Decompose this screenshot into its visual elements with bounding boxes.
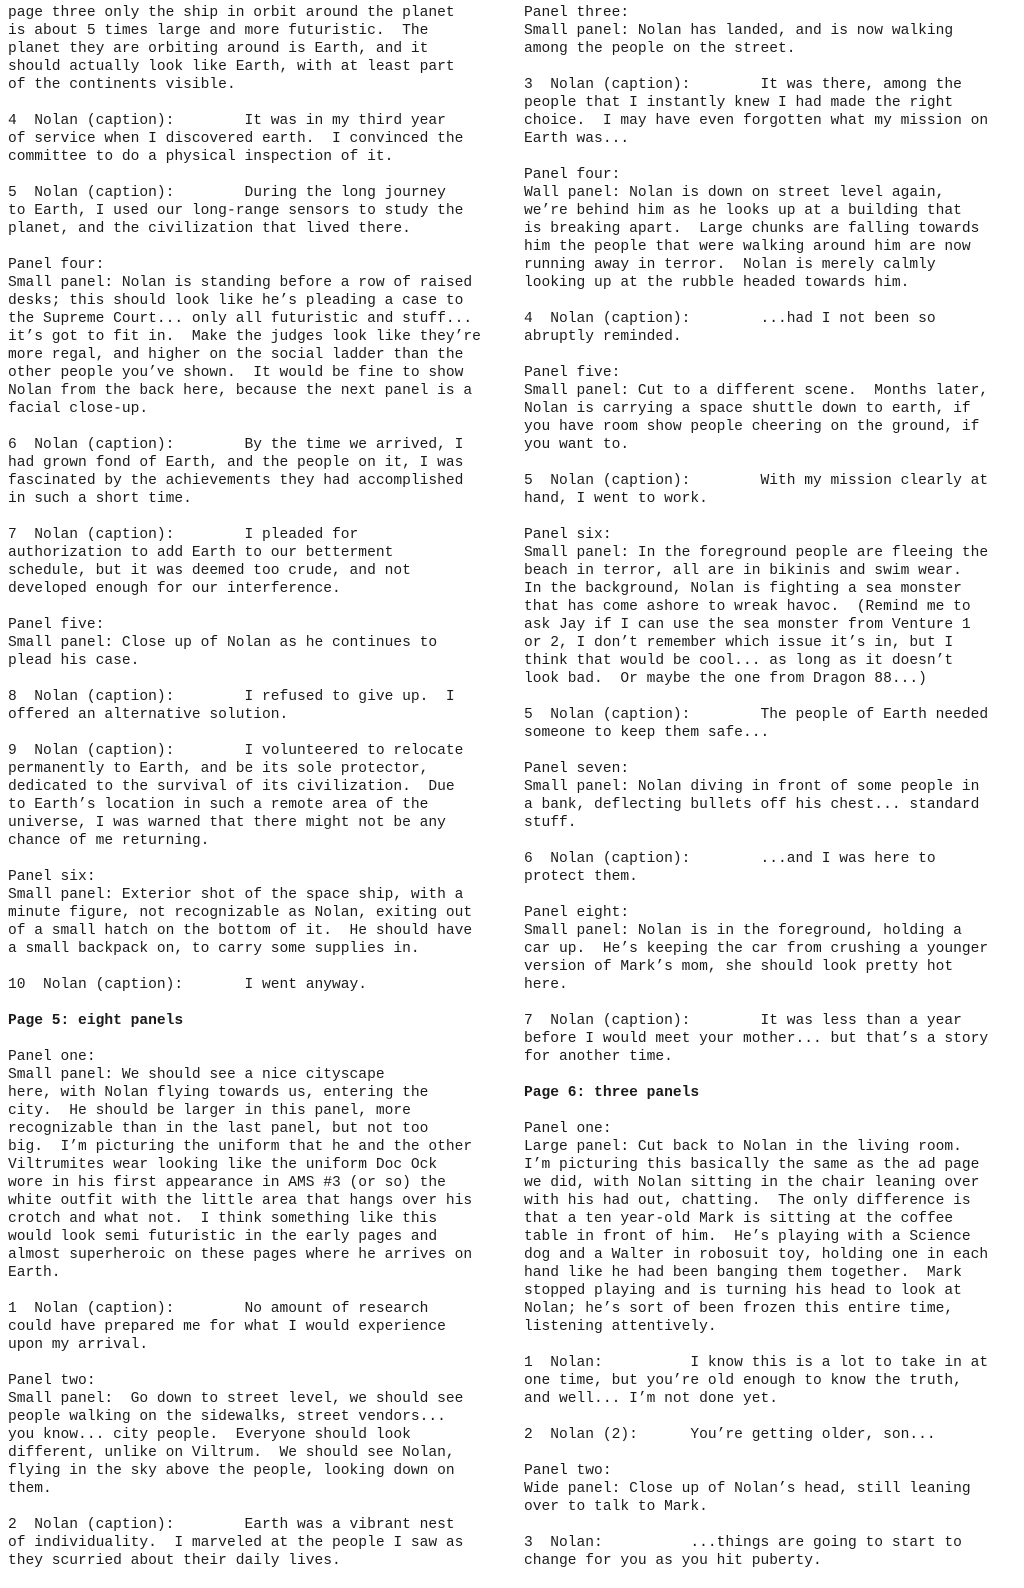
text-line: Small panel: Cut to a different scene. Months later, xyxy=(524,383,989,399)
text-line: I’m picturing this basically the same as the ad page xyxy=(524,1157,980,1173)
text-line: Wide panel: Close up of Nolan’s head, still leaning xyxy=(524,1481,971,1497)
text-line: one time, but you’re old enough to know the truth, xyxy=(524,1373,962,1389)
text-line: Small panel: Exterior shot of the space ship, with a xyxy=(8,887,464,903)
text-line: Small panel: Nolan has landed, and is now walking xyxy=(524,23,954,39)
caption-dialogue xyxy=(8,112,504,166)
panel-description-panel-five xyxy=(524,364,1016,454)
text-line: 4 Nolan (caption): It was in my third year xyxy=(8,113,446,129)
script-paragraph xyxy=(8,4,504,94)
text-line: Panel four: xyxy=(8,257,105,273)
text-line: In the background, Nolan is fighting a sea monster xyxy=(524,581,962,597)
text-line: 5 Nolan (caption): With my mission clearly at xyxy=(524,473,989,489)
panel-description-panel-six xyxy=(524,526,1016,688)
text-line: ask Jay if I can use the sea monster from Venture 1 xyxy=(524,617,971,633)
text-line: beach in terror, all are in bikinis and swim wear. xyxy=(524,563,962,579)
text-line: Small panel: Nolan diving in front of some people in xyxy=(524,779,980,795)
text-line: upon my arrival. xyxy=(8,1337,149,1353)
text-line: 3 Nolan: ...things are going to start to xyxy=(524,1535,962,1551)
panel-description-panel-seven xyxy=(524,760,1016,832)
text-line: Small panel: We should see a nice cityscape xyxy=(8,1067,385,1083)
text-line: desks; this should look like he’s pleading a case to xyxy=(8,293,464,309)
text-line: wore in his first appearance in AMS #3 (or so) the xyxy=(8,1175,446,1191)
text-line: before I would meet your mother... but that’s a story xyxy=(524,1031,989,1047)
text-line: 9 Nolan (caption): I volunteered to relocate xyxy=(8,743,464,759)
text-line: is breaking apart. Large chunks are falling towards xyxy=(524,221,980,237)
text-line: to Earth’s location in such a remote area of the xyxy=(8,797,429,813)
text-line: with his had out, chatting. The only difference is xyxy=(524,1193,971,1209)
panel-description-panel-two xyxy=(8,1372,504,1498)
panel-description-panel-one xyxy=(8,1048,504,1282)
text-line: for another time. xyxy=(524,1049,673,1065)
text-line: 6 Nolan (caption): ...and I was here to xyxy=(524,851,936,867)
text-line: of service when I discovered earth. I convinced the xyxy=(8,131,464,147)
text-line: to Earth, I used our long-range sensors to study the xyxy=(8,203,464,219)
text-line: 7 Nolan (caption): It was less than a year xyxy=(524,1013,962,1029)
caption-dialogue xyxy=(8,436,504,508)
text-line: that a ten year-old Mark is sitting at the coffee xyxy=(524,1211,954,1227)
panel-description-panel-eight xyxy=(524,904,1016,994)
text-line: Earth. xyxy=(8,1265,61,1281)
panel-description-panel-two xyxy=(524,1462,1016,1516)
text-line: people that I instantly knew I had made the right xyxy=(524,95,954,111)
text-line: Small panel: Nolan is in the foreground, holding a xyxy=(524,923,962,939)
text-line: committee to do a physical inspection of it. xyxy=(8,149,394,165)
text-line: someone to keep them safe... xyxy=(524,725,770,741)
caption-dialogue xyxy=(524,472,1016,508)
text-line: Panel five: xyxy=(8,617,105,633)
text-line: version of Mark’s mom, she should look pretty hot xyxy=(524,959,954,975)
text-line: permanently to Earth, and be its sole protector, xyxy=(8,761,429,777)
caption-dialogue xyxy=(8,1516,504,1570)
text-line: Panel two: xyxy=(8,1373,96,1389)
text-line: protect them. xyxy=(524,869,638,885)
text-line: here, with Nolan flying towards us, entering the xyxy=(8,1085,429,1101)
text-line: could have prepared me for what I would experience xyxy=(8,1319,446,1335)
text-line: Panel four: xyxy=(524,167,621,183)
text-line: here. xyxy=(524,977,568,993)
text-line: 8 Nolan (caption): I refused to give up. I xyxy=(8,689,455,705)
text-line: offered an alternative solution. xyxy=(8,707,289,723)
text-line: 6 Nolan (caption): By the time we arrived, I xyxy=(8,437,464,453)
text-line: chance of me returning. xyxy=(8,833,210,849)
text-line: and well... I’m not done yet. xyxy=(524,1391,778,1407)
caption-dialogue xyxy=(8,526,504,598)
text-line: him the people that were walking around him are now xyxy=(524,239,971,255)
text-line: 1 Nolan: I know this is a lot to take in at xyxy=(524,1355,989,1371)
text-line: 5 Nolan (caption): During the long journey xyxy=(8,185,446,201)
caption-dialogue xyxy=(8,742,504,850)
caption-dialogue xyxy=(524,310,1016,346)
text-line: a bank, deflecting bullets off his chest... standard xyxy=(524,797,980,813)
text-line: dog and a Walter in robosuit toy, holding one in each xyxy=(524,1247,989,1263)
text-line: choice. I may have even forgotten what my mission on xyxy=(524,113,989,129)
text-line: universe, I was warned that there might not be any xyxy=(8,815,446,831)
text-line: people walking on the sidewalks, street vendors... xyxy=(8,1409,446,1425)
caption-dialogue xyxy=(524,706,1016,742)
text-line: of individuality. I marveled at the people I saw as xyxy=(8,1535,464,1551)
panel-description-panel-four xyxy=(524,166,1016,292)
text-line: Panel one: xyxy=(524,1121,612,1137)
text-line: a small backpack on, to carry some supplies in. xyxy=(8,941,420,957)
text-line: hand, I went to work. xyxy=(524,491,708,507)
text-line: Viltrumites wear looking like the uniform Doc Ock xyxy=(8,1157,438,1173)
text-line: you have room show people cheering on the ground, if xyxy=(524,419,980,435)
text-line: Small panel: Go down to street level, we should see xyxy=(8,1391,464,1407)
text-line: looking up at the rubble headed towards him. xyxy=(524,275,910,291)
text-line: of the continents visible. xyxy=(8,77,236,93)
text-line: other people you’ve shown. It would be fine to show xyxy=(8,365,464,381)
panel-description-panel-three xyxy=(524,4,1016,58)
text-line: Panel six: xyxy=(8,869,96,885)
panel-description-panel-four xyxy=(8,256,504,418)
caption-dialogue xyxy=(8,184,504,238)
text-line: 1 Nolan (caption): No amount of research xyxy=(8,1301,429,1317)
text-line: Nolan from the back here, because the next panel is a xyxy=(8,383,473,399)
text-line: Large panel: Cut back to Nolan in the living room. xyxy=(524,1139,962,1155)
text-line: 3 Nolan (caption): It was there, among the xyxy=(524,77,962,93)
text-line: would look semi futuristic in the early pages and xyxy=(8,1229,438,1245)
text-line: different, unlike on Viltrum. We should see Nolan, xyxy=(8,1445,455,1461)
text-line: Panel two: xyxy=(524,1463,612,1479)
panel-description-panel-five xyxy=(8,616,504,670)
text-line: in such a short time. xyxy=(8,491,192,507)
text-line: abruptly reminded. xyxy=(524,329,682,345)
text-line: schedule, but it was deemed too crude, and not xyxy=(8,563,411,579)
text-line: more regal, and higher on the social ladder than the xyxy=(8,347,464,363)
caption-dialogue xyxy=(8,1300,504,1354)
text-line: Small panel: Nolan is standing before a row of raised xyxy=(8,275,473,291)
text-line: stuff. xyxy=(524,815,577,831)
text-line: almost superheroic on these pages where he arrives on xyxy=(8,1247,473,1263)
text-line: Page 5: eight panels xyxy=(8,1013,184,1029)
left-column xyxy=(8,4,504,1588)
text-line: plead his case. xyxy=(8,653,140,669)
text-line: city. He should be larger in this panel, more xyxy=(8,1103,411,1119)
caption-dialogue xyxy=(524,1534,1016,1570)
text-line: they scurried about their daily lives. xyxy=(8,1553,341,1569)
text-line: Small panel: Close up of Nolan as he continues to xyxy=(8,635,438,651)
text-line: fascinated by the achievements they had accomplished xyxy=(8,473,464,489)
text-line: Panel five: xyxy=(524,365,621,381)
text-line: we did, with Nolan sitting in the chair leaning over xyxy=(524,1175,980,1191)
text-line: Panel seven: xyxy=(524,761,630,777)
text-line: listening attentively. xyxy=(524,1319,717,1335)
text-line: or 2, I don’t remember which issue it’s in, but I xyxy=(524,635,954,651)
text-line: we’re behind him as he looks up at a building that xyxy=(524,203,962,219)
text-line: car up. He’s keeping the car from crushing a younger xyxy=(524,941,989,957)
text-line: minute figure, not recognizable as Nolan, exiting out xyxy=(8,905,473,921)
text-line: over to talk to Mark. xyxy=(524,1499,708,1515)
text-line: Nolan is carrying a space shuttle down to earth, if xyxy=(524,401,971,417)
text-line: Page 6: three panels xyxy=(524,1085,700,1101)
text-line: 7 Nolan (caption): I pleaded for xyxy=(8,527,359,543)
text-line: running away in terror. Nolan is merely calmly xyxy=(524,257,936,273)
text-line: 4 Nolan (caption): ...had I not been so xyxy=(524,311,936,327)
text-line: developed enough for our interference. xyxy=(8,581,341,597)
text-line: crotch and what not. I think something like this xyxy=(8,1211,438,1227)
text-line: hand like he had been banging them together. Mark xyxy=(524,1265,962,1281)
panel-description-panel-one xyxy=(524,1120,1016,1336)
text-line: Earth was... xyxy=(524,131,630,147)
text-line: of a small hatch on the bottom of it. He should have xyxy=(8,923,473,939)
text-line: look bad. Or maybe the one from Dragon 88...) xyxy=(524,671,927,687)
text-line: Panel six: xyxy=(524,527,612,543)
page-heading-page-6-three-panels xyxy=(524,1084,1016,1102)
text-line: 10 Nolan (caption): I went anyway. xyxy=(8,977,368,993)
text-line: that has come ashore to wreak havoc. (Remind me to xyxy=(524,599,971,615)
text-line: Small panel: In the foreground people are fleeing the xyxy=(524,545,989,561)
text-line: among the people on the street. xyxy=(524,41,796,57)
text-line: Nolan; he’s sort of been frozen this entire time, xyxy=(524,1301,954,1317)
text-line: white outfit with the little area that hangs over his xyxy=(8,1193,473,1209)
panel-description-panel-six xyxy=(8,868,504,958)
text-line: authorization to add Earth to our betterment xyxy=(8,545,394,561)
caption-dialogue xyxy=(524,1426,1016,1444)
caption-dialogue xyxy=(524,76,1016,148)
text-line: Panel one: xyxy=(8,1049,96,1065)
text-line: big. I’m picturing the uniform that he and the other xyxy=(8,1139,473,1155)
text-line: facial close-up. xyxy=(8,401,149,417)
text-line: page three only the ship in orbit around the planet xyxy=(8,5,455,21)
text-line: Wall panel: Nolan is down on street level again, xyxy=(524,185,945,201)
text-line: the Supreme Court... only all futuristic and stuff... xyxy=(8,311,473,327)
text-line: Panel eight: xyxy=(524,905,630,921)
text-line: 2 Nolan (2): You’re getting older, son... xyxy=(524,1427,936,1443)
text-line: recognizable than in the last panel, but not too xyxy=(8,1121,429,1137)
text-line: you want to. xyxy=(524,437,630,453)
text-line: planet, and the civilization that lived there. xyxy=(8,221,411,237)
text-line: should actually look like Earth, with at least part xyxy=(8,59,455,75)
text-line: you know... city people. Everyone should look xyxy=(8,1427,411,1443)
page-heading-page-5-eight-panels xyxy=(8,1012,504,1030)
right-column xyxy=(524,4,1016,1588)
caption-dialogue xyxy=(8,976,504,994)
text-line: had grown fond of Earth, and the people on it, I was xyxy=(8,455,464,471)
text-line: flying in the sky above the people, looking down on xyxy=(8,1463,455,1479)
text-line: Panel three: xyxy=(524,5,630,21)
text-line: planet they are orbiting around is Earth, and it xyxy=(8,41,429,57)
caption-dialogue xyxy=(8,688,504,724)
text-line: dedicated to the survival of its civilization. Due xyxy=(8,779,455,795)
text-line: think that would be cool... as long as it doesn’t xyxy=(524,653,954,669)
text-line: 2 Nolan (caption): Earth was a vibrant nest xyxy=(8,1517,455,1533)
caption-dialogue xyxy=(524,850,1016,886)
text-line: stopped playing and is turning his head to look at xyxy=(524,1283,962,1299)
text-line: it’s got to fit in. Make the judges look like they’re xyxy=(8,329,481,345)
caption-dialogue xyxy=(524,1354,1016,1408)
text-line: is about 5 times large and more futuristic. The xyxy=(8,23,429,39)
text-line: table in front of him. He’s playing with a Science xyxy=(524,1229,971,1245)
text-line: change for you as you hit puberty. xyxy=(524,1553,822,1569)
caption-dialogue xyxy=(524,1012,1016,1066)
text-line: them. xyxy=(8,1481,52,1497)
text-line: 5 Nolan (caption): The people of Earth needed xyxy=(524,707,989,723)
